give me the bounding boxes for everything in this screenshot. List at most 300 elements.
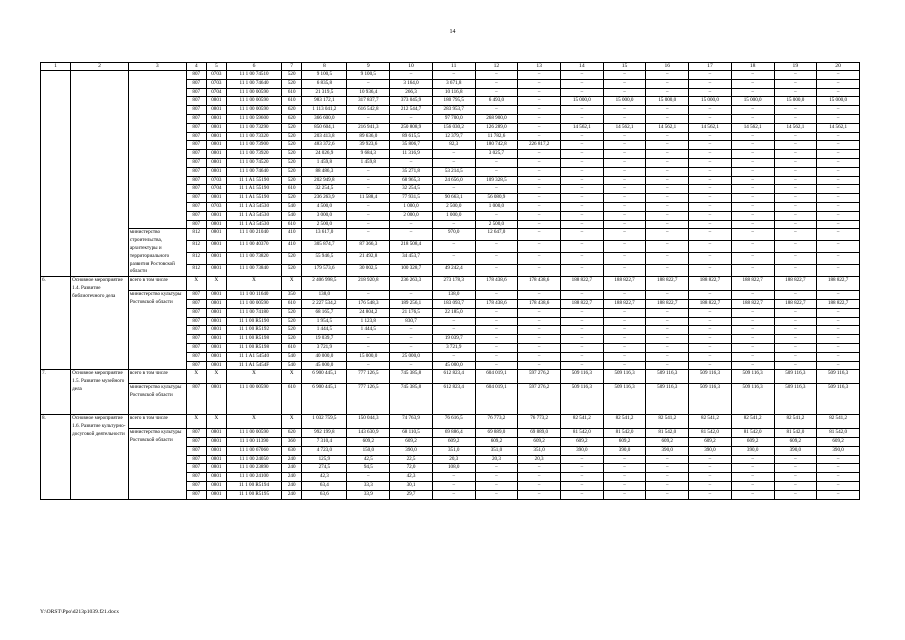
- executor-cell: всего в том числе: [128, 277, 186, 291]
- value-cell: 180 742,8: [475, 141, 518, 150]
- value-cell: –: [774, 220, 817, 229]
- value-cell: 4 500,0: [302, 202, 347, 211]
- section-code-cell: 0704: [206, 185, 226, 194]
- value-cell: 509 116,3: [774, 370, 817, 384]
- value-cell: –: [603, 71, 646, 80]
- value-cell: –: [731, 352, 774, 361]
- value-cell: –: [689, 352, 732, 361]
- value-cell: 24 656,0: [432, 176, 475, 185]
- value-cell: 373 045,9: [390, 97, 433, 106]
- value-cell: 15 000,0: [731, 97, 774, 106]
- value-cell: –: [774, 79, 817, 88]
- value-cell: 218 920,8: [347, 277, 390, 291]
- ministry-code-cell: 807: [186, 326, 206, 335]
- value-cell: –: [475, 464, 518, 473]
- value-cell: –: [731, 229, 774, 241]
- value-cell: 11 782,6: [475, 132, 518, 141]
- value-cell: –: [731, 455, 774, 464]
- ministry-code-cell: X: [186, 277, 206, 291]
- section-code-cell: 0801: [206, 141, 226, 150]
- expense-type-cell: 520: [282, 253, 302, 265]
- value-cell: –: [689, 464, 732, 473]
- value-cell: 390,0: [603, 446, 646, 455]
- value-cell: –: [774, 88, 817, 97]
- expense-type-cell: 620: [282, 429, 302, 438]
- value-cell: –: [689, 79, 732, 88]
- value-cell: –: [689, 317, 732, 326]
- value-cell: –: [560, 361, 603, 370]
- value-cell: –: [603, 220, 646, 229]
- value-cell: –: [774, 473, 817, 482]
- column-number: 9: [347, 63, 390, 71]
- value-cell: –: [646, 194, 689, 203]
- value-cell: –: [390, 114, 433, 123]
- value-cell: –: [475, 253, 518, 265]
- value-cell: 150,0: [347, 446, 390, 455]
- value-cell: –: [646, 253, 689, 265]
- value-cell: –: [689, 158, 732, 167]
- expense-type-cell: 520: [282, 176, 302, 185]
- value-cell: –: [560, 308, 603, 317]
- ministry-code-cell: 807: [186, 123, 206, 132]
- value-cell: 15 000,0: [689, 97, 732, 106]
- value-cell: –: [518, 220, 561, 229]
- value-cell: 6 900 445,1: [302, 384, 347, 415]
- value-cell: –: [518, 482, 561, 491]
- section-code-cell: X: [206, 415, 226, 429]
- ministry-code-cell: 807: [186, 317, 206, 326]
- section-code-cell: 0801: [206, 265, 226, 277]
- section-code-cell: 0703: [206, 79, 226, 88]
- value-cell: –: [774, 176, 817, 185]
- value-cell: 63,4: [302, 482, 347, 491]
- value-cell: 82 541,2: [689, 415, 732, 429]
- value-cell: –: [689, 253, 732, 265]
- value-cell: –: [731, 361, 774, 370]
- section-code-cell: 0801: [206, 114, 226, 123]
- value-cell: –: [603, 176, 646, 185]
- target-article-cell: X: [226, 277, 281, 291]
- value-cell: –: [560, 194, 603, 203]
- value-cell: –: [774, 352, 817, 361]
- value-cell: 273 178,3: [432, 277, 475, 291]
- value-cell: –: [518, 123, 561, 132]
- value-cell: –: [432, 220, 475, 229]
- column-number: 11: [432, 63, 475, 71]
- value-cell: 509 116,3: [817, 384, 860, 415]
- value-cell: –: [817, 211, 860, 220]
- value-cell: –: [646, 490, 689, 499]
- value-cell: –: [646, 326, 689, 335]
- value-cell: 33,9: [347, 490, 390, 499]
- expense-type-cell: 620: [282, 106, 302, 115]
- expense-type-cell: 610: [282, 185, 302, 194]
- target-article-cell: 11 1 00 00590: [226, 106, 281, 115]
- value-cell: –: [475, 490, 518, 499]
- value-cell: –: [774, 482, 817, 491]
- section-code-cell: 0801: [206, 384, 226, 415]
- ministry-code-cell: 807: [186, 308, 206, 317]
- value-cell: –: [518, 202, 561, 211]
- value-cell: –: [817, 317, 860, 326]
- target-article-cell: 11 1 00 00590: [226, 88, 281, 97]
- ministry-code-cell: 807: [186, 132, 206, 141]
- value-cell: –: [347, 79, 390, 88]
- value-cell: –: [518, 106, 561, 115]
- value-cell: –: [560, 473, 603, 482]
- section-code-cell: 0801: [206, 220, 226, 229]
- value-cell: –: [774, 291, 817, 300]
- value-cell: 30 002,5: [347, 265, 390, 277]
- value-cell: 15 000,0: [774, 97, 817, 106]
- value-cell: –: [518, 361, 561, 370]
- target-article-cell: 11 1 00 24100: [226, 473, 281, 482]
- value-cell: –: [390, 71, 433, 80]
- value-cell: –: [475, 241, 518, 253]
- value-cell: 15 000,0: [347, 352, 390, 361]
- value-cell: –: [689, 473, 732, 482]
- expense-type-cell: 410: [282, 229, 302, 241]
- ministry-code-cell: 807: [186, 384, 206, 415]
- value-cell: –: [731, 106, 774, 115]
- executor-cell: министерство культуры Ростовской области: [128, 384, 186, 415]
- value-cell: –: [731, 490, 774, 499]
- value-cell: –: [817, 229, 860, 241]
- value-cell: 609,2: [603, 438, 646, 447]
- value-cell: –: [774, 150, 817, 159]
- value-cell: 14 562,1: [817, 123, 860, 132]
- column-number: 14: [560, 63, 603, 71]
- value-cell: –: [689, 326, 732, 335]
- section-code-cell: 0801: [206, 335, 226, 344]
- value-cell: 42,3: [390, 473, 433, 482]
- value-cell: –: [518, 352, 561, 361]
- value-cell: 274,5: [302, 464, 347, 473]
- value-cell: –: [731, 141, 774, 150]
- value-cell: 82 541,2: [731, 415, 774, 429]
- section-code-cell: 0801: [206, 482, 226, 491]
- value-cell: –: [603, 317, 646, 326]
- column-number: 4: [186, 63, 206, 71]
- value-cell: –: [390, 229, 433, 241]
- value-cell: –: [518, 158, 561, 167]
- expense-type-cell: 520: [282, 71, 302, 80]
- column-number: 18: [731, 63, 774, 71]
- ministry-code-cell: 807: [186, 167, 206, 176]
- expense-type-cell: 610: [282, 384, 302, 415]
- expense-type-cell: 540: [282, 352, 302, 361]
- value-cell: 1 444,5: [347, 326, 390, 335]
- value-cell: –: [646, 308, 689, 317]
- value-cell: 19 039,7: [302, 335, 347, 344]
- target-article-cell: 11 1 00 24050: [226, 455, 281, 464]
- section-code-cell: 0703: [206, 202, 226, 211]
- value-cell: –: [646, 114, 689, 123]
- value-cell: 24 804,2: [347, 308, 390, 317]
- value-cell: –: [817, 106, 860, 115]
- ministry-code-cell: 807: [186, 455, 206, 464]
- ministry-code-cell: 812: [186, 229, 206, 241]
- value-cell: –: [603, 241, 646, 253]
- target-article-cell: 11 1 A3 54530: [226, 202, 281, 211]
- value-cell: –: [774, 202, 817, 211]
- target-article-cell: 11 1 00 R5198: [226, 335, 281, 344]
- value-cell: –: [731, 79, 774, 88]
- target-article-cell: 11 1 00 74180: [226, 308, 281, 317]
- value-cell: 509 116,3: [689, 370, 732, 384]
- value-cell: –: [689, 167, 732, 176]
- value-cell: –: [432, 317, 475, 326]
- target-article-cell: 11 1 00 74510: [226, 71, 281, 80]
- value-cell: 188 822,7: [646, 277, 689, 291]
- value-cell: –: [603, 326, 646, 335]
- value-cell: 509 116,3: [560, 370, 603, 384]
- value-cell: –: [432, 482, 475, 491]
- value-cell: –: [774, 211, 817, 220]
- value-cell: 15 000,0: [560, 97, 603, 106]
- value-cell: –: [774, 167, 817, 176]
- section-code-cell: 0703: [206, 176, 226, 185]
- value-cell: 188 822,7: [689, 299, 732, 308]
- value-cell: –: [518, 88, 561, 97]
- value-cell: 138,0: [302, 291, 347, 300]
- value-cell: –: [560, 352, 603, 361]
- value-cell: –: [603, 464, 646, 473]
- value-cell: –: [603, 150, 646, 159]
- value-cell: 15 000,0: [817, 97, 860, 106]
- value-cell: –: [646, 361, 689, 370]
- value-cell: –: [646, 150, 689, 159]
- value-cell: –: [646, 185, 689, 194]
- ministry-code-cell: 812: [186, 241, 206, 253]
- expense-type-cell: X: [282, 277, 302, 291]
- value-cell: 89 615,5: [390, 132, 433, 141]
- table-row: [41, 71, 860, 80]
- expense-type-cell: 610: [282, 343, 302, 352]
- section-code-cell: 0801: [206, 123, 226, 132]
- value-cell: 150 044,3: [347, 415, 390, 429]
- value-cell: –: [432, 490, 475, 499]
- value-cell: –: [560, 106, 603, 115]
- value-cell: 1 000,0: [432, 211, 475, 220]
- section-code-cell: 0801: [206, 229, 226, 241]
- expense-type-cell: 520: [282, 308, 302, 317]
- value-cell: 90 663,1: [432, 194, 475, 203]
- value-cell: –: [817, 158, 860, 167]
- ministry-code-cell: 807: [186, 361, 206, 370]
- value-cell: –: [817, 167, 860, 176]
- value-cell: 82 541,2: [646, 415, 689, 429]
- value-cell: 81 542,0: [646, 429, 689, 438]
- value-cell: 609,2: [689, 438, 732, 447]
- value-cell: –: [689, 106, 732, 115]
- value-cell: –: [689, 308, 732, 317]
- value-cell: 72,0: [390, 464, 433, 473]
- target-article-cell: 11 1 00 11640: [226, 291, 281, 300]
- value-cell: –: [432, 352, 475, 361]
- value-cell: 138,0: [432, 291, 475, 300]
- value-cell: –: [774, 253, 817, 265]
- value-cell: 509 116,3: [774, 384, 817, 415]
- target-article-cell: 11 1 00 21040: [226, 229, 281, 241]
- value-cell: –: [518, 464, 561, 473]
- ministry-code-cell: 807: [186, 106, 206, 115]
- value-cell: 68 965,3: [390, 176, 433, 185]
- page-number: 14: [449, 29, 456, 35]
- value-cell: 69 886,4: [432, 429, 475, 438]
- target-article-cell: 11 1 00 40370: [226, 241, 281, 253]
- value-cell: –: [817, 455, 860, 464]
- expense-type-cell: 520: [282, 150, 302, 159]
- value-cell: 97 700,0: [432, 114, 475, 123]
- value-cell: 20,3: [518, 455, 561, 464]
- value-cell: –: [774, 141, 817, 150]
- target-article-cell: 11 1 00 R5190: [226, 317, 281, 326]
- value-cell: –: [603, 79, 646, 88]
- expense-type-cell: 540: [282, 202, 302, 211]
- value-cell: –: [560, 132, 603, 141]
- value-cell: –: [731, 464, 774, 473]
- value-cell: –: [774, 194, 817, 203]
- value-cell: –: [646, 317, 689, 326]
- column-number: 17: [689, 63, 732, 71]
- value-cell: 1 459,8: [347, 158, 390, 167]
- value-cell: 597 276,2: [518, 384, 561, 415]
- value-cell: 609,2: [774, 438, 817, 447]
- section-code-cell: 0801: [206, 106, 226, 115]
- value-cell: –: [518, 241, 561, 253]
- value-cell: 76 616,5: [432, 415, 475, 429]
- value-cell: 509 116,3: [817, 370, 860, 384]
- value-cell: 81 542,0: [560, 429, 603, 438]
- value-cell: –: [817, 335, 860, 344]
- value-cell: 1 000,0: [390, 202, 433, 211]
- value-cell: –: [774, 317, 817, 326]
- section-code-cell: 0801: [206, 158, 226, 167]
- ministry-code-cell: 807: [186, 473, 206, 482]
- expense-type-cell: 520: [282, 265, 302, 277]
- target-article-cell: 11 1 A3 54530: [226, 220, 281, 229]
- value-cell: 49 242,4: [432, 265, 475, 277]
- value-cell: 188 822,7: [774, 277, 817, 291]
- value-cell: –: [432, 241, 475, 253]
- value-cell: 226 817,2: [518, 141, 561, 150]
- target-article-cell: 11 1 A3 54530: [226, 211, 281, 220]
- value-cell: –: [603, 455, 646, 464]
- column-number: 1: [41, 63, 71, 71]
- value-cell: 283 953,7: [432, 106, 475, 115]
- value-cell: –: [689, 335, 732, 344]
- value-cell: –: [603, 253, 646, 265]
- executor-cell: министерство культуры Ростовской области: [128, 429, 186, 499]
- expense-type-cell: 240: [282, 464, 302, 473]
- value-cell: 180 795,5: [432, 97, 475, 106]
- value-cell: –: [689, 141, 732, 150]
- value-cell: 3 000,0: [302, 211, 347, 220]
- section-code-cell: 0801: [206, 241, 226, 253]
- value-cell: –: [689, 265, 732, 277]
- section-code-cell: 0801: [206, 464, 226, 473]
- target-article-cell: 11 1 A1 54540: [226, 352, 281, 361]
- value-cell: 366 600,0: [302, 114, 347, 123]
- value-cell: –: [817, 88, 860, 97]
- value-cell: –: [432, 158, 475, 167]
- value-cell: –: [560, 335, 603, 344]
- value-cell: –: [774, 361, 817, 370]
- target-article-cell: 11 1 00 00590: [226, 299, 281, 308]
- value-cell: 609,2: [560, 438, 603, 447]
- value-cell: –: [432, 185, 475, 194]
- value-cell: 40 000,0: [302, 352, 347, 361]
- value-cell: 69 889,0: [475, 429, 518, 438]
- value-cell: 32 254,5: [302, 185, 347, 194]
- value-cell: 14 562,1: [646, 123, 689, 132]
- ministry-code-cell: 812: [186, 265, 206, 277]
- value-cell: 13 617,0: [302, 229, 347, 241]
- section-code-cell: X: [206, 370, 226, 384]
- value-cell: –: [731, 265, 774, 277]
- value-cell: –: [518, 490, 561, 499]
- value-cell: –: [774, 335, 817, 344]
- ministry-code-cell: 807: [186, 141, 206, 150]
- ministry-code-cell: 812: [186, 253, 206, 265]
- ministry-code-cell: 807: [186, 185, 206, 194]
- section-code-cell: 0801: [206, 308, 226, 317]
- value-cell: 178 438,6: [518, 277, 561, 291]
- expense-type-cell: 520: [282, 141, 302, 150]
- value-cell: 76 773,2: [518, 415, 561, 429]
- value-cell: 188 822,7: [731, 299, 774, 308]
- column-number: 16: [646, 63, 689, 71]
- value-cell: –: [731, 114, 774, 123]
- value-cell: 53 214,5: [432, 167, 475, 176]
- value-cell: –: [347, 473, 390, 482]
- value-cell: 317 837,7: [347, 97, 390, 106]
- value-cell: –: [817, 361, 860, 370]
- value-cell: –: [603, 291, 646, 300]
- value-cell: 12 647,0: [475, 229, 518, 241]
- value-cell: 266,3: [390, 88, 433, 97]
- value-cell: –: [817, 291, 860, 300]
- value-cell: –: [646, 335, 689, 344]
- value-cell: 178 438,6: [475, 277, 518, 291]
- ministry-code-cell: 807: [186, 114, 206, 123]
- target-article-cell: 11 1 00 00590: [226, 384, 281, 415]
- value-cell: 9 100,5: [302, 71, 347, 80]
- section-title-cell: Основное мероприятие 1.5. Развитие музейного дела: [71, 370, 129, 415]
- value-cell: –: [731, 202, 774, 211]
- expense-type-cell: 240: [282, 490, 302, 499]
- value-cell: –: [646, 220, 689, 229]
- value-cell: –: [646, 211, 689, 220]
- value-cell: –: [731, 211, 774, 220]
- value-cell: 35 806,7: [390, 141, 433, 150]
- section-title-cell: Основное мероприятие 1.4. Развитие библиотечного дела: [71, 277, 129, 370]
- value-cell: 4 723,0: [302, 446, 347, 455]
- value-cell: –: [774, 265, 817, 277]
- value-cell: 6 493,0: [475, 97, 518, 106]
- value-cell: 81 542,0: [774, 429, 817, 438]
- value-cell: –: [817, 343, 860, 352]
- value-cell: –: [347, 185, 390, 194]
- value-cell: –: [560, 185, 603, 194]
- value-cell: –: [731, 158, 774, 167]
- value-cell: –: [817, 308, 860, 317]
- value-cell: –: [560, 265, 603, 277]
- value-cell: –: [817, 241, 860, 253]
- value-cell: –: [689, 482, 732, 491]
- value-cell: –: [689, 114, 732, 123]
